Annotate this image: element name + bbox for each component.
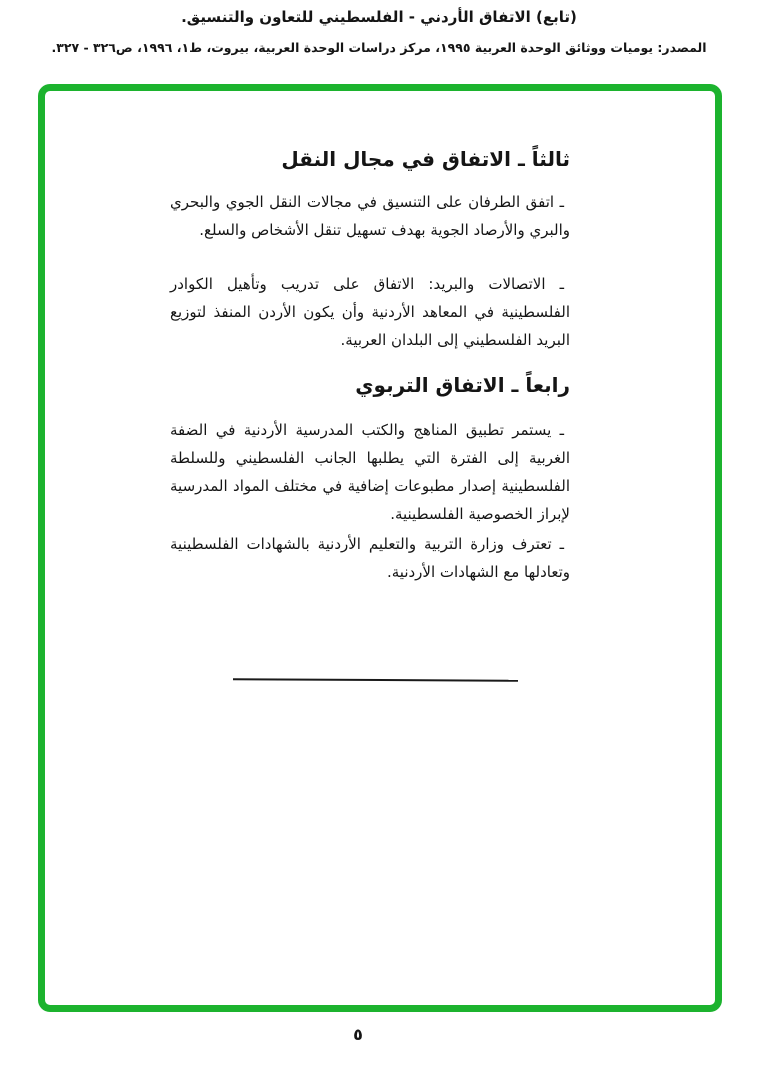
document-continuation-title: (تابع) الاتفاق الأردني - الفلسطيني للتعاون والتنسيق. (181, 8, 577, 26)
paragraph-transport-coordination: ـ اتفق الطرفان على التنسيق في مجالات النقل الجوي والبحري والبري والأرصاد الجوية بهدف تسهيل تنقل الأشخاص والسلع. (170, 193, 570, 239)
page-number: ٥ (353, 1025, 363, 1044)
section-heading-transport-agreement: ثالثاً ـ الاتفاق في مجال النقل (281, 147, 570, 171)
source-citation-line: المصدر: يوميات ووثائق الوحدة العربية ١٩٩٥، مركز دراسات الوحدة العربية، بيروت، ط١، ١٩٩٦، ص٣٢٦ - ٣٢٧. (51, 40, 707, 55)
paragraph-curricula-textbooks: ـ يستمر تطبيق المناهج والكتب المدرسية الأردنية في الضفة الغربية إلى الفترة التي يطلبها الجانب الفلسطيني وللسلطة الفلسطينية إصدار مطبوعات إضافية في مختلف المواد المدرسية لإبراز الخصوصية الفلسطينية. (170, 421, 570, 523)
paragraph-certificates-recognition: ـ تعترف وزارة التربية والتعليم الأردنية بالشهادات الفلسطينية وتعادلها مع الشهادات الأردنية. (170, 535, 570, 581)
paragraph-communications-post: ـ الاتصالات والبريد: الاتفاق على تدريب وتأهيل الكوادر الفلسطينية في المعاهد الأردنية وأن يكون الأردن المنفذ لتوزيع البريد الفلسطيني إلى البلدان العربية. (170, 275, 570, 349)
section-heading-education-agreement: رابعاً ـ الاتفاق التربوي (355, 373, 570, 397)
